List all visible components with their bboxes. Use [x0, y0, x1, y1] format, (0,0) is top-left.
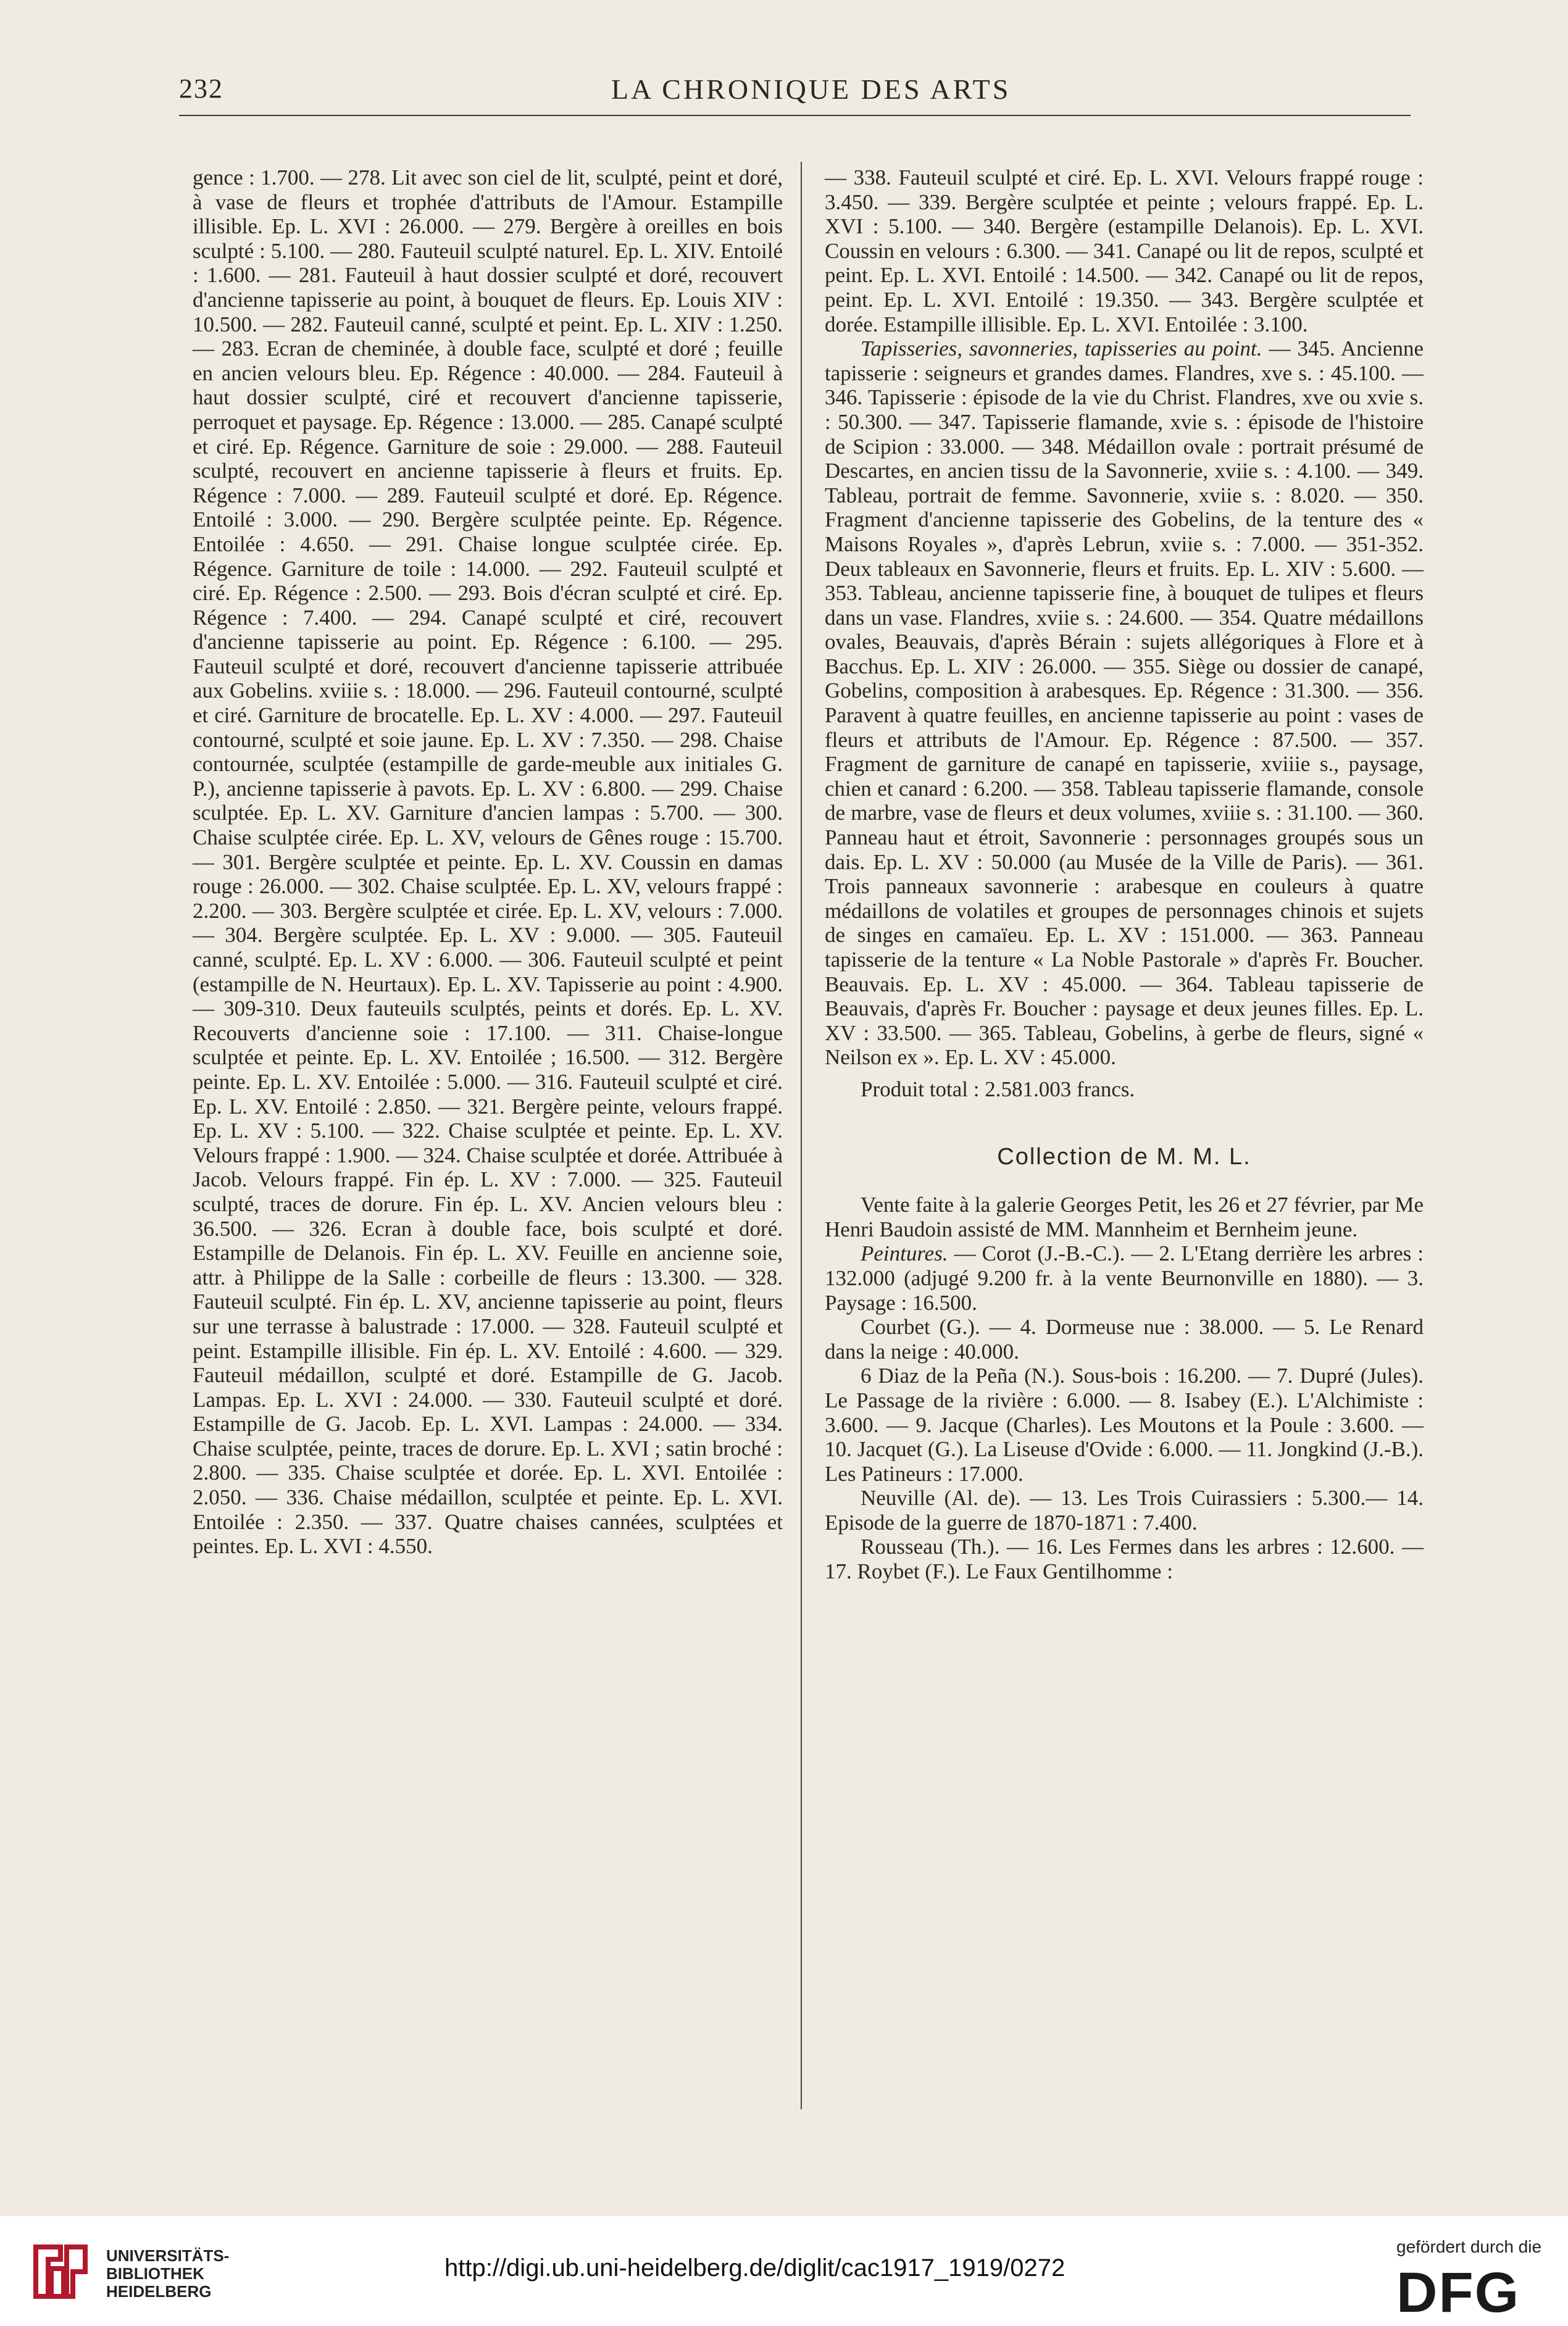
library-name-line: HEIDELBERG: [106, 2282, 212, 2301]
library-name-line: BIBLIOTHEK: [106, 2264, 204, 2283]
artist-paragraph: Rousseau (Th.). — 16. Les Fermes dans les arbres : 12.600. — 17. Roybet (F.). Le Faux Gentilhomme :: [825, 1535, 1424, 1584]
artist-paragraph: Courbet (G.). — 4. Dormeuse nue : 38.000. — 5. Le Renard dans la neige : 40.000.: [825, 1315, 1424, 1364]
column-divider: [801, 162, 802, 2109]
artist-paragraph: Neuville (Al. de). — 13. Les Trois Cuirassiers : 5.300.— 14. Episode de la guerre de 1870-1871 : 7.400.: [825, 1486, 1424, 1535]
header-rule: [179, 115, 1411, 116]
tapisseries-text: — 345. Ancienne tapisserie : seigneurs et grandes dames. Flandres, xve s. : 45.100. — 346. Tapisserie : épisode de la vie du Christ. Flandres, xve ou xvie s. : 50.300. — 347. Tapisserie flamande, xvie s. : épisode de l'histoire de Scipion : 33.000. — 348. Médaillon ovale : portrait présumé de Descartes, en ancien tissu de la Savonnerie, xviie s. : 4.100. — 349. Tableau, portrait de femme. Savonnerie, xviie s. : 8.020. — 350. Fragment d'ancienne tapisserie des Gobelins, de la tenture des « Maisons Royales », d'après Lebrun, xviie s. : 7.000. — 351-352. Deux tableaux en Savonnerie, fleurs et fruits. Ep. L. XIV : 5.600. — 353. Tableau, ancienne tapisserie fine, à bouquet de tulipes et fleurs dans un vase. Flandres, xviie s. : 24.600. — 354. Quatre médaillons ovales, Beauvais, d'après Bérain : sujets allégoriques à Flore et à Bacchus. Ep. L. XIV : 26.000. — 355. Siège ou dossier de canapé, Gobelins, composition à arabesques. Ep. Régence : 31.300. — 356. Paravent à quatre feuilles, en ancienne tapisserie au point : vases de fleurs et attributs de l'Amour. Ep. Régence : 87.500. — 357. Fragment de garniture de canapé en tapisserie, xviiie s., paysage, chien et canard : 6.200. — 358. Tableau tapisserie flamande, console de marbre, vase de fleurs et deux volumes, xviiie s. : 31.100. — 360. Panneau haut et étroit, Savonnerie : personnages groupés sous un dais. Ep. L. XV : 50.000 (au Musée de la Ville de Paris). — 361. Trois panneaux savonnerie : arabesque en couleurs à quatre médaillons de volatiles et groupes de personnages chinois et sujets de singes en camaïeu. Ep. L. XV : 151.000. — 363. Panneau tapisserie de la tenture « La Noble Pastorale » d'après Fr. Boucher. Beauvais. Ep. L. XV : 45.000. — 364. Tableau tapisserie de Beauvais, d'après Fr. Boucher : paysage et deux jeunes filles. Ep. L. XV : 33.500. — 365. Tableau, Gobelins, à gerbe de fleurs, signé « Neilson ex ». Ep. L. XV : 45.000.: [825, 336, 1424, 1070]
total-line: Produit total : 2.581.003 francs.: [861, 1077, 1135, 1101]
sale-intro: Vente faite à la galerie Georges Petit, les 26 et 27 février, par Me Henri Baudoin assisté de MM. Mannheim et Bernheim jeune.: [825, 1193, 1424, 1241]
library-name-line: UNIVERSITÄTS-: [106, 2246, 230, 2265]
funded-by-label: gefördert durch die: [1396, 2237, 1542, 2256]
tapisseries-paragraph: [825, 336, 1424, 1070]
artist-paragraph: 6 Diaz de la Peña (N.). Sous-bois : 16.200. — 7. Dupré (Jules). Le Passage de la rivière : 6.000. — 8. Isabey (E.). L'Alchimiste : 3.600. — 9. Jacque (Charles). Les Moutons et la Poule : 3.600. — 10. Jacquet (G.). La Liseuse d'Ovide : 6.000. — 11. Jongkind (J.-B.). Les Patineurs : 17.000.: [825, 1364, 1424, 1486]
page-header: [179, 73, 1414, 116]
tapisseries-heading: Tapisseries, savonneries, tapisseries au point.: [861, 336, 1262, 361]
continuation-paragraph: — 338. Fauteuil sculpté et ciré. Ep. L. XVI. Velours frappé rouge : 3.450. — 339. Bergère sculptée et peinte ; velours frappé. Ep. L. XVI : 5.100. — 340. Bergère (estampille Delanois). Ep. L. XVI. Coussin en velours : 6.300. — 341. Canapé ou lit de repos, sculpté et peint. Ep. L. XVI. Entoilé : 14.500. — 342. Canapé ou lit de repos, peint. Ep. L. XVI. Entoilé : 19.350. — 343. Bergère sculptée et dorée. Estampille illisible. Ep. L. XVI. Entoilée : 3.100.: [825, 165, 1424, 336]
logo-mark: [36, 2247, 85, 2296]
digitization-footer: [0, 2216, 1568, 2326]
left-column: [193, 165, 783, 1559]
running-title: LA CHRONIQUE DES ARTS: [611, 73, 1011, 105]
left-column-text: gence : 1.700. — 278. Lit avec son ciel de lit, sculpté, peint et doré, à vase de fleurs et trophée d'attributs de l'Amour. Estampille illisible. Ep. L. XVI : 26.000. — 279. Bergère à oreilles en bois sculpté : 5.100. — 280. Fauteuil sculpté naturel. Ep. L. XIV. Entoilé : 1.600. — 281. Fauteuil à haut dossier sculpté et doré, recouvert d'ancienne tapisserie au point, à bouquet de fleurs. Ep. Louis XIV : 10.500. — 282. Fauteuil canné, sculpté et peint. Ep. L. XIV : 1.250. — 283. Ecran de cheminée, à double face, sculpté et doré ; feuille en ancien velours bleu. Ep. Régence : 40.000. — 284. Fauteuil à haut dossier sculpté, ciré et recouvert d'ancienne tapisserie, perroquet et paysage. Ep. Régence : 13.000. — 285. Canapé sculpté et ciré. Ep. Régence. Garniture de soie : 29.000. — 288. Fauteuil sculpté, recouvert en ancienne tapisserie à fleurs et fruits. Ep. Régence : 7.000. — 289. Fauteuil sculpté et doré. Ep. Régence. Entoilé : 3.000. — 290. Bergère sculptée peinte. Ep. Régence. Entoilée : 4.650. — 291. Chaise longue sculptée cirée. Ep. Régence. Garniture de toile : 14.000. — 292. Fauteuil sculpté et ciré. Ep. Régence : 2.500. — 293. Bois d'écran sculpté et ciré. Ep. Régence : 7.400. — 294. Canapé sculpté et ciré, recouvert d'ancienne tapisserie au point. Ep. Régence : 6.100. — 295. Fauteuil sculpté et doré, recouvert d'ancienne tapisserie attribuée aux Gobelins. xviiie s. : 18.000. — 296. Fauteuil contourné, sculpté et ciré. Garniture de brocatelle. Ep. L. XV : 4.000. — 297. Fauteuil contourné, sculpté et soie jaune. Ep. L. XV : 7.350. — 298. Chaise contournée, sculptée (estampille de garde-meuble aux initiales G. P.), ancienne tapisserie à pavots. Ep. L. XV : 6.800. — 299. Chaise sculptée. Ep. L. XV. Garniture d'ancien lampas : 5.700. — 300. Chaise sculptée cirée. Ep. L. XV, velours de Gênes rouge : 15.700. — 301. Bergère sculptée et peinte. Ep. L. XV. Coussin en damas rouge : 26.000. — 302. Chaise sculptée. Ep. L. XV, velours frappé : 2.200. — 303. Bergère sculptée et cirée. Ep. L. XV, velours : 7.000. — 304. Bergère sculptée. Ep. L. XV : 9.000. — 305. Fauteuil canné, sculpté. Ep. L. XV : 6.000. — 306. Fauteuil sculpté et peint (estampille de N. Heurtaux). Ep. L. XV. Tapisserie au point : 4.900. — 309-310. Deux fauteuils sculptés, peints et dorés. Ep. L. XV. Recouverts d'ancienne soie : 17.100. — 311. Chaise-longue sculptée et peinte. Ep. L. XV. Entoilée ; 16.500. — 312. Bergère peinte. Ep. L. XV. Entoilée : 5.000. — 316. Fauteuil sculpté et ciré. Ep. L. XV. Entoilé : 2.850. — 321. Bergère peinte, velours frappé. Ep. L. XV : 5.100. — 322. Chaise sculptée et peinte. Ep. L. XV. Velours frappé : 1.900. — 324. Chaise sculptée et dorée. Attribuée à Jacob. Velours frappé. Fin ép. L. XV : 7.000. — 325. Fauteuil sculpté, traces de dorure. Fin ép. L. XV. Ancien velours bleu : 36.500. — 326. Ecran à double face, bois sculpté et doré. Estampille de Delanois. Fin ép. L. XV. Feuille en ancienne soie, attr. à Philippe de la Salle : corbeille de fleurs : 13.300. — 328. Fauteuil sculpté. Fin ép. L. XV, ancienne tapisserie au point, fleurs sur une terrasse à balustrade : 17.000. — 328. Fauteuil sculpté et peint. Estampille illisible. Fin ép. L. XV. Entoilé : 4.600. — 329. Fauteuil médaillon, sculpté et doré. Estampille de G. Jacob. Lampas. Ep. L. XVI : 24.000. — 330. Fauteuil sculpté et doré. Estampille de G. Jacob. Ep. L. XVI. Lampas : 24.000. — 334. Chaise sculptée, peinte, traces de dorure. Ep. L. XVI ; satin broché : 2.800. — 335. Chaise sculptée et dorée. Ep. L. XVI. Entoilée : 2.050. — 336. Chaise médaillon, sculptée et peinte. Ep. L. XVI. Entoilée : 2.350. — 337. Quatre chaises cannées, sculptées et peintes. Ep. L. XVI : 4.550.: [193, 165, 783, 1559]
library-name: [106, 2247, 229, 2301]
dfg-logo: DFG: [1396, 2261, 1520, 2324]
page-number: 232: [179, 73, 223, 104]
university-library-logo-icon: [23, 2235, 98, 2309]
peintures-text: — Corot (J.-B.-C.). — 2. L'Etang derrière les arbres : 132.000 (adjugé 9.200 fr. à la vente Beurnonville en 1880). — 3. Paysage : 16.500.: [825, 1241, 1424, 1315]
peintures-heading: Peintures.: [861, 1241, 948, 1266]
collection-title: Collection de M. M. L.: [997, 1143, 1251, 1170]
right-column: [825, 165, 1424, 1584]
peintures-paragraph: [825, 1241, 1424, 1315]
permalink-url[interactable]: http://digi.ub.uni-heidelberg.de/diglit/cac1917_1919/0272: [444, 2254, 1065, 2282]
